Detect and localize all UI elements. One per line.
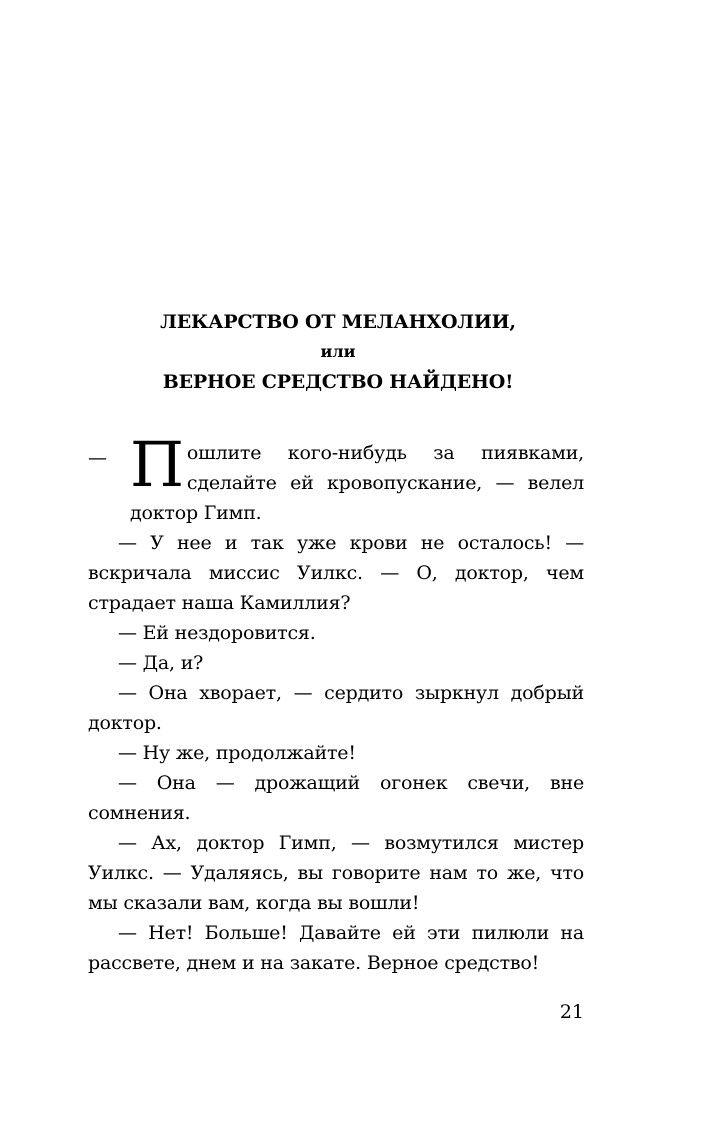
chapter-title-line-1: ЛЕКАРСТВО ОТ МЕЛАНХОЛИИ, bbox=[160, 311, 516, 333]
paragraph-5: — Она хворает, — сердито зыркнул добрый доктор. bbox=[88, 682, 584, 734]
chapter-title-line-2: ВЕРНОЕ СРЕДСТВО НАЙДЕНО! bbox=[162, 371, 514, 393]
chapter-title-or: или bbox=[320, 342, 356, 361]
paragraph-3: — Ей нездоровится. bbox=[118, 622, 316, 644]
paragraph-1-text: ошлите кого-нибудь за пиявками, сделайте ей кровопускание, — велел доктор Гимп. bbox=[130, 442, 584, 524]
paragraph-4: — Да, и? bbox=[118, 652, 204, 674]
paragraph-1 bbox=[88, 428, 584, 528]
paragraph-9: — Нет! Больше! Давайте ей эти пилюли на рассвете, днем и на закате. Верное средство! bbox=[88, 922, 584, 974]
paragraph-2: — У нее и так уже крови не осталось! — вскричала миссис Уилкс. — О, доктор, чем страдает наша Камиллия? bbox=[88, 532, 584, 614]
opening-dash: — bbox=[88, 447, 107, 469]
drop-cap: П bbox=[130, 428, 184, 501]
page-number: 21 bbox=[559, 1001, 584, 1023]
chapter-body bbox=[88, 428, 584, 978]
chapter-title bbox=[88, 307, 588, 397]
paragraph-6: — Ну же, продолжайте! bbox=[118, 742, 356, 764]
paragraph-8: — Ах, доктор Гимп, — возмутился мистер Уилкс. — Удаляясь, вы говорите нам то же, что мы сказали вам, когда вы вошли! bbox=[88, 832, 584, 914]
paragraph-7: — Она — дрожащий огонек свечи, вне сомнения. bbox=[88, 772, 584, 824]
